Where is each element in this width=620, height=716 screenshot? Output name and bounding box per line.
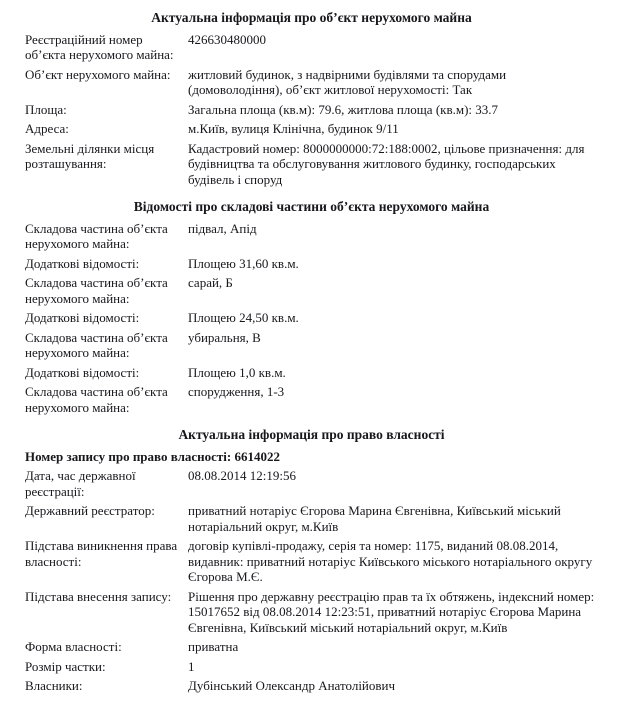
field-row-component-2-details bbox=[25, 310, 598, 326]
field-row-address bbox=[25, 121, 598, 137]
field-value: приватна bbox=[188, 639, 239, 654]
field-label: Форма власності: bbox=[25, 639, 122, 654]
field-value: убиральня, В bbox=[188, 329, 261, 345]
field-label: Площа: bbox=[25, 101, 67, 117]
field-row-registration-number bbox=[25, 32, 598, 63]
section-object-info-title: Актуальна інформація про об’єкт нерухомого майна bbox=[151, 10, 472, 25]
field-label: Адреса: bbox=[25, 121, 69, 136]
field-row-component-3 bbox=[25, 330, 598, 361]
field-row-record-basis bbox=[25, 589, 598, 636]
field-row-component-4 bbox=[25, 384, 598, 415]
section-component-parts-title: Відомості про складові частини об’єкта нерухомого майна bbox=[133, 199, 490, 214]
field-label: Державний реєстратор: bbox=[25, 503, 155, 518]
field-value: Загальна площа (кв.м): 79.6, житлова площа (кв.м): 33.7 bbox=[188, 101, 499, 117]
field-label: Додаткові відомості: bbox=[25, 310, 140, 325]
field-value: Площею 1,0 кв.м. bbox=[188, 364, 286, 380]
field-value: договір купівлі-продажу, серія та номер: 1175, виданий 08.08.2014, видавник: приватний нотаріус Київського міського нотаріального округу Єгорова М.Є. bbox=[188, 538, 593, 584]
field-value: м.Київ, вулиця Клінічна, будинок 9/11 bbox=[188, 121, 399, 136]
field-label: Підстава виникнення права власності: bbox=[25, 538, 178, 569]
field-value: Дубінський Олександр Анатолійович bbox=[188, 678, 396, 693]
field-label: Додаткові відомості: bbox=[25, 364, 140, 380]
section-ownership-info bbox=[25, 427, 598, 694]
field-value: Рішення про державну реєстрацію прав та їх обтяжень, індексний номер: 15017652 від 08.08.2014 12:23:51, приватний нотаріус Єгорова Марина Євгенівна, Київський міський нотаріальний округ, м.Київ bbox=[188, 588, 595, 635]
section-object-info bbox=[25, 10, 598, 187]
field-row-component-1-details bbox=[25, 256, 598, 272]
section-component-parts bbox=[25, 199, 598, 415]
field-label: Земельні ділянки місця розташування: bbox=[25, 140, 155, 171]
field-row-area bbox=[25, 102, 598, 118]
field-row-component-2 bbox=[25, 275, 598, 306]
field-row-land-plots bbox=[25, 141, 598, 188]
field-label: Складова частина об’єкта нерухомого майна: bbox=[25, 220, 168, 251]
field-value: 08.08.2014 12:19:56 bbox=[188, 468, 296, 483]
field-value: підвал, Апід bbox=[188, 220, 257, 236]
field-value: Площею 31,60 кв.м. bbox=[188, 255, 299, 271]
ownership-record-number-line: Номер запису про право власності: 6614022 bbox=[25, 448, 280, 464]
field-value: 426630480000 bbox=[188, 31, 266, 47]
field-row-component-3-details bbox=[25, 365, 598, 381]
section-ownership-info-title: Актуальна інформація про право власності bbox=[178, 427, 445, 442]
field-row-registration-datetime bbox=[25, 468, 598, 499]
field-label: Додаткові відомості: bbox=[25, 255, 140, 271]
field-label: Складова частина об’єкта нерухомого майна: bbox=[25, 275, 168, 306]
field-row-component-1 bbox=[25, 221, 598, 252]
field-row-ownership-form bbox=[25, 639, 598, 655]
field-row-owners bbox=[25, 678, 598, 694]
field-value: Кадастровий номер: 8000000000:72:188:0002, цільове призначення: для будівництва та обслуговування житлового будинку, господарських будівель і споруд bbox=[188, 140, 585, 187]
field-value: Площею 24,50 кв.м. bbox=[188, 310, 299, 325]
field-label: Реєстраційний номер об’єкта нерухомого майна: bbox=[25, 31, 174, 62]
field-row-share-size bbox=[25, 659, 598, 675]
field-row-state-registrar bbox=[25, 503, 598, 534]
field-label: Складова частина об’єкта нерухомого майна: bbox=[25, 329, 168, 360]
field-row-object-type bbox=[25, 67, 598, 98]
field-label: Об’єкт нерухомого майна: bbox=[25, 66, 171, 82]
field-label: Складова частина об’єкта нерухомого майна: bbox=[25, 384, 168, 415]
field-value: сарай, Б bbox=[188, 275, 233, 290]
field-value: приватний нотаріус Єгорова Марина Євгенівна, Київський міський нотаріальний округ, м.Київ bbox=[188, 503, 561, 534]
field-value: спорудження, 1-3 bbox=[188, 384, 285, 399]
field-row-ownership-basis bbox=[25, 538, 598, 585]
field-label: Власники: bbox=[25, 678, 83, 693]
field-label: Дата, час державної реєстрації: bbox=[25, 468, 136, 499]
field-label: Підстава внесення запису: bbox=[25, 588, 172, 604]
field-value: 1 bbox=[188, 658, 195, 674]
field-label: Розмір частки: bbox=[25, 658, 106, 674]
field-value: житловий будинок, з надвірними будівлями та спорудами (домоволодіння), об’єкт житлової нерухомості: Так bbox=[188, 66, 507, 97]
